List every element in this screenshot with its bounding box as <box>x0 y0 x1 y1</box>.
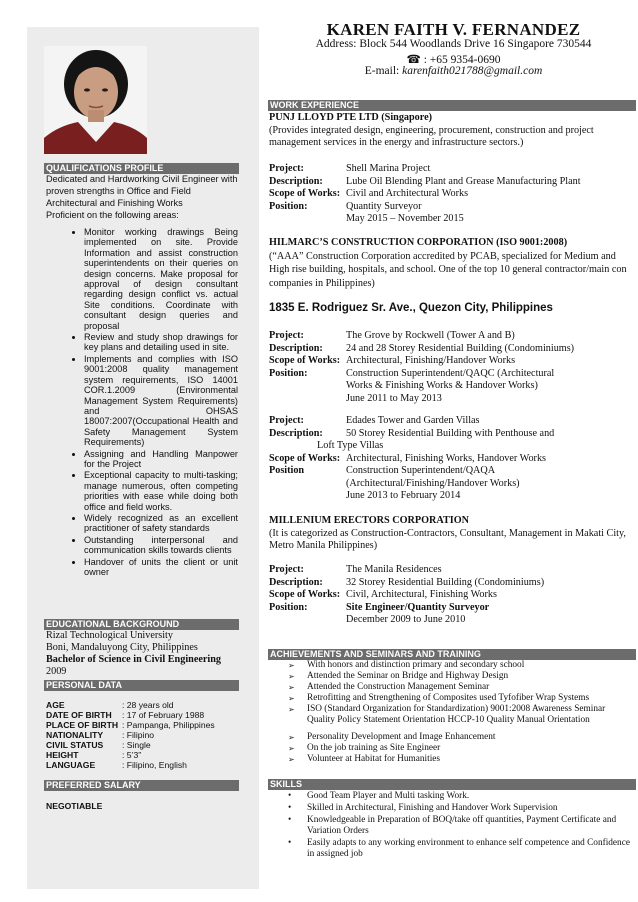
dates-value: June 2011 to May 2013 <box>346 392 442 404</box>
project-3 <box>269 415 631 503</box>
achievement-text: With honors and distinction primary and secondary school <box>307 660 525 670</box>
personal-key: HEIGHT <box>46 750 79 760</box>
achievement-item <box>288 754 633 765</box>
qualification-item: • Implements and complies with ISO 9001:2008 quality management system requirements, ISO 14001 COR.1.2009 (Environmental Management System Requirements) and OHSAS 18007:2007(Occupational Health and Safety Management System Requirements) <box>84 354 238 448</box>
skill-text: Good Team Player and Multi tasking Work. <box>307 791 470 801</box>
scope-label: Scope of Works: <box>269 188 341 199</box>
dates-value: December 2009 to June 2010 <box>346 614 466 625</box>
achievement-text: Volunteer at Habitat for Humanities <box>307 754 441 764</box>
personal-data-section-title: PERSONAL DATA <box>44 680 239 691</box>
project-4 <box>269 564 631 627</box>
qualifications-section-title: QUALIFICATIONS PROFILE <box>44 163 239 174</box>
personal-row-dob <box>46 710 215 720</box>
personal-key: PLACE OF BIRTH <box>46 720 119 730</box>
arrow-bullet-icon: ➢ <box>288 661 295 670</box>
company-2 <box>269 237 635 290</box>
achievements-section-title: ACHIEVEMENTS AND SEMINARS AND TRAINING <box>268 649 636 660</box>
education-degree: Bachelor of Science in Civil Engineering <box>46 654 221 665</box>
header-address: Address: Block 544 Woodlands Drive 16 Singapore 730544 <box>315 38 592 50</box>
skill-text: Easily adapts to any working environment to enhance self competence and Confidence in assigned job <box>307 838 630 859</box>
education-year: 2009 <box>46 666 67 677</box>
scope-label: Scope of Works: <box>269 452 341 464</box>
scope-label: Scope of Works: <box>269 355 341 366</box>
position-value-cont: (Architectural/Finishing/Handover Works) <box>346 477 520 489</box>
personal-key: AGE <box>46 700 65 710</box>
description-value: 24 and 28 Storey Residential Building (Condominiums) <box>346 342 575 354</box>
company-1-description: (Provides integrated design, engineering, procurement, construction and project management services in the energy and infrastructure sectors.) <box>269 124 594 148</box>
personal-value: : 17 of February 1988 <box>122 710 205 720</box>
dates-value: May 2015 – November 2015 <box>346 213 464 224</box>
arrow-bullet-icon: ➢ <box>288 705 295 714</box>
description-value: 50 Storey Residential Building with Penthouse and <box>346 427 555 439</box>
project-label: Project: <box>269 415 304 426</box>
arrow-bullet-icon: ➢ <box>288 672 295 681</box>
personal-value: : 28 years old <box>122 700 174 710</box>
achievement-item <box>288 732 633 743</box>
personal-row-nationality <box>46 730 215 740</box>
qualifications-proficient: Proficient on the following areas: <box>46 210 179 220</box>
header-phone: : +65 9354-0690 <box>423 54 501 66</box>
description-value: 32 Storey Residential Building (Condominiums) <box>346 576 545 588</box>
personal-key: NATIONALITY <box>46 730 104 740</box>
position-value-cont: Works & Finishing Works & Handover Works) <box>346 380 538 391</box>
achievement-text: Retrofitting and Strengthening of Composites used Tyfofiber Wrap Systems <box>307 693 590 703</box>
company-1-name: PUNJ LLOYD PTE LTD (Singapore) <box>269 112 433 123</box>
company-1 <box>269 112 633 150</box>
personal-row-height <box>46 750 215 760</box>
scope-label: Scope of Works: <box>269 589 341 600</box>
qualifications-intro-text: Dedicated and Hardworking Civil Engineer with proven strengths in Office and Field Architectural and Finishing Works <box>46 174 238 208</box>
education-section-title: EDUCATIONAL BACKGROUND <box>44 619 239 630</box>
education-school: Rizal Technological University <box>46 630 173 641</box>
personal-value: : Pampanga, Philippines <box>122 720 215 730</box>
scope-value: Architectural, Finishing/Handover Works <box>346 355 516 366</box>
qualification-item: • Widely recognized as an excellent practitioner of safety standards <box>84 513 238 534</box>
company-2-address: 1835 E. Rodriguez Sr. Ave., Quezon City, Philippines <box>269 302 553 314</box>
achievement-item <box>288 660 633 671</box>
personal-key: DATE OF BIRTH <box>46 710 112 720</box>
arrow-bullet-icon: ➢ <box>288 755 295 764</box>
skill-text: Skilled in Architectural, Finishing and Handover Work Supervision <box>307 803 558 813</box>
skill-item <box>288 791 633 802</box>
position-label: Position <box>269 465 305 476</box>
skill-item <box>288 803 633 814</box>
project-label: Project: <box>269 330 304 341</box>
arrow-bullet-icon: ➢ <box>288 744 295 753</box>
description-value: Lube Oil Blending Plant and Grease Manufacturing Plant <box>346 175 581 187</box>
achievement-item <box>288 704 633 726</box>
position-label: Position: <box>269 601 308 613</box>
description-label: Description: <box>269 427 323 439</box>
personal-value: : 5’3” <box>122 750 142 760</box>
qualification-item: • Review and study shop drawings for key plans and detailing used in site. <box>84 332 238 353</box>
personal-row-civil-status <box>46 740 215 750</box>
qualification-item: • Outstanding interpersonal and communication skills towards clients <box>84 535 238 556</box>
profile-photo <box>44 46 147 154</box>
personal-row-language <box>46 760 215 770</box>
personal-value: : Filipino, English <box>122 760 187 770</box>
qualification-item: • Handover of units the client or unit owner <box>84 557 238 578</box>
qualification-item: • Assigning and Handling Manpower for the Project <box>84 449 238 470</box>
work-experience-section-title: WORK EXPERIENCE <box>268 100 636 111</box>
arrow-bullet-icon: ➢ <box>288 694 295 703</box>
header-email[interactable]: karenfaith021788@gmail.com <box>402 65 543 77</box>
description-value-cont: Loft Type Villas <box>317 440 384 451</box>
position-value: Construction Superintendent/QAQC (Architectural <box>346 367 555 379</box>
scope-value: Architectural, Finishing Works, Handover Works <box>346 452 547 464</box>
position-label: Position: <box>269 367 308 379</box>
skill-item <box>288 838 633 860</box>
achievement-text: Attended the Seminar on Bridge and Highway Design <box>307 671 509 681</box>
achievement-text: Personality Development and Image Enhancement <box>307 732 496 742</box>
salary-value: NEGOTIABLE <box>46 801 103 811</box>
skill-text: Knowledgeable in Preparation of BOQ/take off quantities, Payment Certificate and Variation Orders <box>307 815 617 836</box>
project-2 <box>269 330 631 405</box>
personal-key: LANGUAGE <box>46 760 96 770</box>
achievement-text: On the job training as Site Engineer <box>307 743 441 753</box>
project-1 <box>269 163 631 226</box>
achievement-item <box>288 671 633 682</box>
position-value: Site Engineer/Quantity Surveyor <box>346 601 490 613</box>
project-value: The Grove by Rockwell (Tower A and B) <box>346 330 515 341</box>
personal-value: : Single <box>122 740 151 750</box>
company-2-description: (“AAA” Construction Corporation accredited by PCAB, specialized for Medium and High rise building, hospitals, and school. One of the top 10 general contractor/main con companies in Philippines) <box>269 250 627 289</box>
resume-name: KAREN FAITH V. FERNANDEZ <box>326 20 581 39</box>
qualification-item: • Exceptional capacity to multi-tasking; manage numerous, often competing priorities with ease while doing both office and field works. <box>84 470 238 512</box>
achievement-item <box>288 743 633 754</box>
bullet-icon: • <box>288 838 292 848</box>
bullet-icon: • <box>288 803 292 813</box>
position-value: Quantity Surveyor <box>346 200 422 212</box>
description-label: Description: <box>269 175 323 187</box>
personal-data-list <box>46 700 215 770</box>
achievement-item <box>288 682 633 693</box>
company-3 <box>269 515 633 553</box>
achievement-item <box>288 693 633 704</box>
description-label: Description: <box>269 342 323 354</box>
qualifications-list <box>46 227 238 578</box>
skill-item <box>288 815 633 837</box>
dates-value: June 2013 to February 2014 <box>346 490 461 501</box>
scope-value: Civil, Architectural, Finishing Works <box>346 589 497 600</box>
achievement-text: Attended the Construction Management Seminar <box>307 682 490 692</box>
achievement-text: ISO (Standard Organization for Standardization) 9001:2008 Awareness Seminar Quality Policy Statement Orientation HCCP-10 Quality Manual Orientation <box>307 704 606 725</box>
personal-row-age <box>46 700 215 710</box>
qualification-item: • Monitor working drawings Being implemented on site. Provide Information and assist construction superintendents on their queries on design concerns. Make proposal for approval of design consultant regarding design conflict vs. actual Site conditions. Coordinate with consultant design queries and proposal <box>84 227 238 331</box>
email-label: E-mail: <box>364 65 400 77</box>
company-2-name: HILMARC’S CONSTRUCTION CORPORATION (ISO 9001:2008) <box>269 237 568 248</box>
company-3-description: (It is categorized as Construction-Contractors, Consultant, Management in Makati City, Metro Manila Philippines) <box>269 527 626 551</box>
header-email-line <box>269 65 638 77</box>
bullet-icon: • <box>288 815 292 825</box>
arrow-bullet-icon: ➢ <box>288 733 295 742</box>
description-label: Description: <box>269 576 323 588</box>
profile-photo-image <box>44 46 147 154</box>
qualifications-intro <box>46 173 238 221</box>
project-value: The Manila Residences <box>346 564 442 575</box>
position-label: Position: <box>269 200 308 212</box>
phone-icon: ☎ <box>406 54 421 66</box>
position-value: Construction Superintendent/QAQA <box>346 465 496 476</box>
education-block <box>46 630 221 678</box>
skills-section-title: SKILLS <box>268 779 636 790</box>
company-3-name: MILLENIUM ERECTORS CORPORATION <box>269 515 469 526</box>
achievements-list <box>288 660 633 765</box>
project-value: Edades Tower and Garden Villas <box>346 415 480 426</box>
bullet-icon: • <box>288 791 292 801</box>
skills-list <box>288 791 633 861</box>
personal-value: : Filipino <box>122 730 154 740</box>
salary-section-title: PREFERRED SALARY <box>44 780 239 791</box>
education-place: Boni, Mandaluyong City, Philippines <box>46 642 198 653</box>
project-label: Project: <box>269 564 304 575</box>
project-label: Project: <box>269 163 304 174</box>
arrow-bullet-icon: ➢ <box>288 683 295 692</box>
header-phone-line <box>269 52 638 66</box>
project-value: Shell Marina Project <box>346 163 431 174</box>
personal-key: CIVIL STATUS <box>46 740 104 750</box>
scope-value: Civil and Architectural Works <box>346 188 469 199</box>
personal-row-pob <box>46 720 215 730</box>
